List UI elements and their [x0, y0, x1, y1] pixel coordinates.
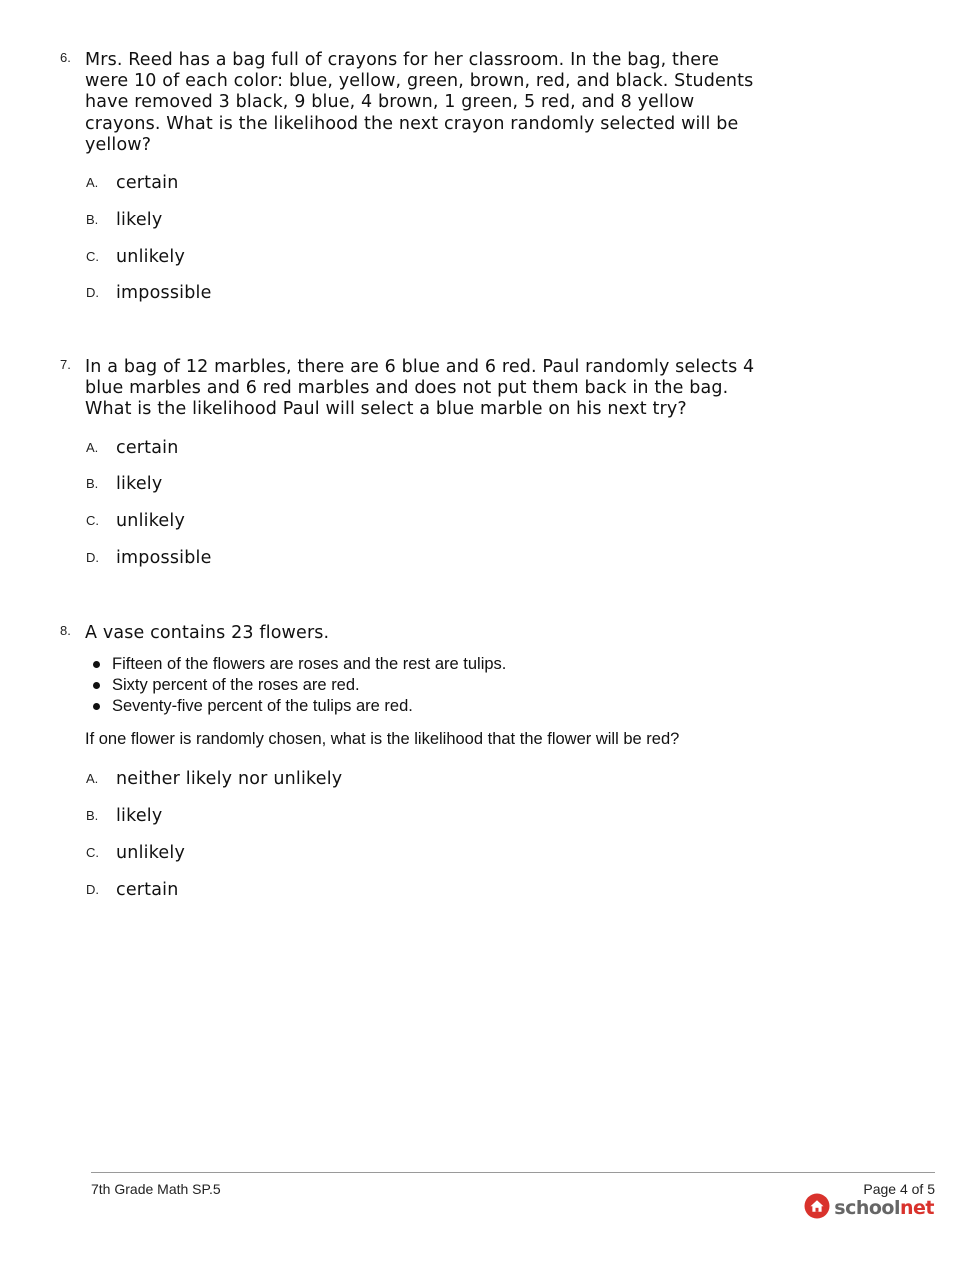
choice-text: certain: [116, 879, 179, 900]
footer-title: 7th Grade Math SP.5: [91, 1181, 221, 1197]
list-item-text: Seventy-five percent of the tulips are red.: [112, 697, 413, 716]
choice-text: impossible: [116, 283, 212, 304]
bullet-icon: [93, 703, 100, 710]
choice-letter: A.: [86, 771, 99, 787]
choice-letter: A.: [86, 175, 99, 191]
choice-text: certain: [116, 173, 179, 194]
question-number: 7.: [60, 357, 71, 372]
choice-b[interactable]: [86, 806, 780, 843]
question-6: [60, 50, 780, 320]
question-text: Mrs. Reed has a bag full of crayons for her classroom. In the bag, there were 10 of each color: blue, yellow, green, brown, red, and black. Students have removed 3 black, 9 blue, 4 brown, 1 green, 5 red, and 8 yellow crayons. What is the likelihood the next crayon randomly selected will be yellow?: [85, 50, 754, 155]
choice-text: certain: [116, 437, 179, 458]
choice-a[interactable]: [86, 769, 780, 806]
question-8: [60, 623, 780, 916]
list-item: [85, 654, 780, 675]
answer-choices: [86, 173, 780, 320]
choice-text: neither likely nor unlikely: [116, 769, 343, 790]
question-number: 6.: [60, 50, 71, 65]
choice-c[interactable]: [86, 511, 780, 548]
choice-text: unlikely: [116, 246, 186, 267]
choice-d[interactable]: [86, 283, 780, 320]
list-item: [85, 675, 780, 696]
choice-text: unlikely: [116, 842, 186, 863]
choice-letter: A.: [86, 439, 99, 455]
choice-text: likely: [116, 209, 163, 230]
choice-letter: D.: [86, 881, 99, 897]
choice-d[interactable]: [86, 880, 780, 917]
logo-text-school: school: [834, 1197, 900, 1219]
house-icon: [804, 1193, 830, 1224]
question-number: 8.: [60, 623, 71, 638]
footer-divider: [91, 1172, 935, 1173]
answer-choices: [86, 438, 780, 585]
choice-a[interactable]: [86, 173, 780, 210]
choice-text: likely: [116, 474, 163, 495]
choice-letter: B.: [86, 808, 99, 823]
choice-text: unlikely: [116, 511, 186, 532]
choice-letter: D.: [86, 285, 99, 301]
fact-list: [85, 654, 780, 717]
answer-choices: [86, 769, 780, 916]
bullet-icon: [93, 661, 100, 668]
list-item: [85, 696, 780, 717]
choice-letter: B.: [86, 211, 99, 227]
list-item-text: Sixty percent of the roses are red.: [112, 676, 360, 695]
choice-c[interactable]: [86, 843, 780, 880]
question-text: In a bag of 12 marbles, there are 6 blue and 6 red. Paul randomly selects 4 blue marbles and 6 red marbles and does not put them back in the bag. What is the likelihood Paul will select a blue marble on his next try?: [85, 357, 755, 420]
choice-text: likely: [116, 806, 163, 826]
choice-letter: C.: [86, 844, 99, 860]
bullet-icon: [93, 682, 100, 689]
choice-letter: C.: [86, 248, 99, 264]
schoolnet-logo: [804, 1193, 934, 1223]
logo-text-net: net: [900, 1197, 934, 1219]
question-7: [60, 357, 780, 585]
logo-wordmark: [834, 1197, 934, 1219]
choice-d[interactable]: [86, 548, 780, 585]
choice-text: impossible: [116, 548, 212, 568]
page-number: Page 4 of 5: [863, 1181, 935, 1197]
choice-b[interactable]: [86, 210, 780, 247]
choice-letter: C.: [86, 513, 99, 529]
choice-letter: B.: [86, 476, 99, 492]
question-followup: If one flower is randomly chosen, what is the likelihood that the flower will be red?: [85, 730, 680, 749]
list-item-text: Fifteen of the flowers are roses and the rest are tulips.: [112, 655, 507, 674]
choice-c[interactable]: [86, 247, 780, 284]
choice-a[interactable]: [86, 438, 780, 475]
choice-letter: D.: [86, 550, 99, 565]
choice-b[interactable]: [86, 474, 780, 511]
question-text: A vase contains 23 flowers.: [85, 623, 330, 643]
